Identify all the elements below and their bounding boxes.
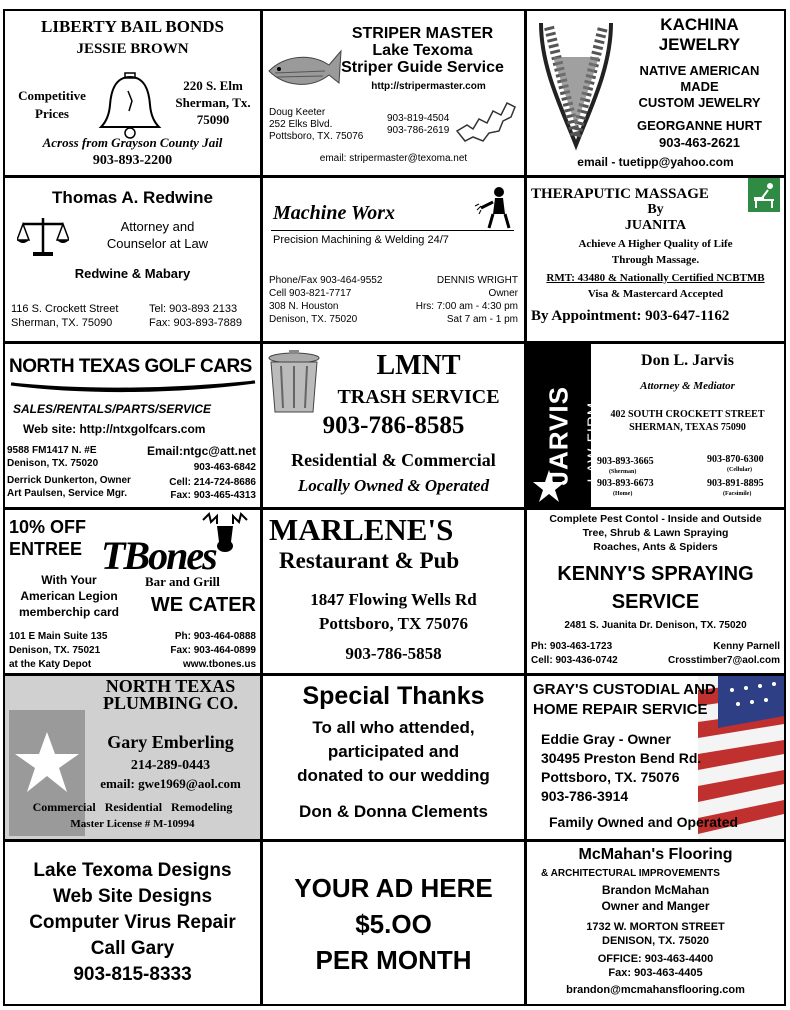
address-line: Denison, TX. 75020	[7, 458, 99, 469]
tbones-logo: TBones	[101, 533, 216, 578]
ad-certification: RMT: 43480 & Nationally Certified NCBTMB	[546, 272, 765, 284]
ad-website: Web site: http://ntxgolfcars.com	[23, 422, 206, 436]
logo-subtext: LAW FIRM	[584, 401, 602, 483]
service-line: Tree, Shrub & Lawn Spraying	[582, 527, 729, 539]
ad-services	[527, 512, 784, 554]
tagline-line: Prices	[35, 106, 69, 121]
description-line: NATIVE AMERICAN	[639, 63, 760, 78]
fax-line: Fax: 903-463-4405	[608, 967, 703, 979]
address-line: 1732 W. MORTON STREET	[586, 921, 725, 933]
title-line: GRAY'S CUSTODIAL AND	[533, 681, 716, 698]
ad-services: SALES/RENTALS/PARTS/SERVICE	[13, 402, 212, 416]
phone-line: Tel: 903-893 2133	[149, 303, 238, 315]
title-line: KENNY'S SPRAYING	[557, 563, 754, 585]
ad-name: JUANITA	[624, 218, 687, 233]
phone-line: 903-891-8895	[707, 478, 764, 489]
ad-phone: 903-463-2621	[659, 135, 740, 150]
ad-line: Lake Texoma Designs	[33, 860, 232, 881]
description-line: CUSTOM JEWELRY	[638, 95, 761, 110]
ad-title: Thomas A. Redwine	[52, 188, 213, 207]
ad-address	[527, 920, 784, 948]
ad-special-thanks	[261, 674, 526, 841]
discount-line: 10% OFF	[9, 517, 87, 537]
owner-name: DENNIS WRIGHT	[436, 275, 518, 286]
phone-line: Ph: 903-464-0888	[174, 631, 256, 642]
ad-name: JESSIE BROWN	[76, 41, 189, 57]
ad-address	[165, 77, 261, 128]
address-line: 1847 Flowing Wells Rd	[310, 590, 477, 609]
ad-address	[263, 588, 524, 636]
cell-line: Cell 903-821-7717	[269, 288, 352, 299]
hours-line: Hrs: 7:00 am - 4:30 pm	[415, 301, 518, 312]
ad-payment: Visa & Mastercard Accepted	[587, 288, 724, 300]
phone-label: (Sherman)	[609, 469, 637, 475]
description-line: Through Massage.	[611, 254, 700, 266]
ad-plumbing	[3, 674, 262, 841]
ad-lines	[5, 858, 260, 988]
ad-appointment: By Appointment: 903-647-1162	[531, 308, 730, 324]
title-line: NORTH TEXAS	[105, 676, 236, 696]
ad-owner-hours	[416, 274, 518, 326]
ad-address	[591, 408, 784, 434]
ad-email: Email:ntgc@att.net	[146, 444, 256, 458]
phone-line: 903-870-6300	[707, 454, 764, 465]
ad-email: email: stripermaster@texoma.net	[319, 153, 468, 164]
ad-role: Attorney & Mediator	[640, 380, 735, 392]
ad-address	[9, 630, 107, 672]
ad-phones-right	[707, 454, 764, 500]
ad-golf-cars	[3, 342, 262, 509]
ad-name: Gary Emberling	[107, 732, 234, 752]
ad-subtitle: Restaurant & Pub	[279, 548, 460, 573]
contact-line: 252 Elks Blvd.	[269, 119, 333, 130]
phone-line: Ph: 903-463-1723	[531, 641, 613, 652]
ad-contact	[269, 107, 363, 143]
address-line: 402 SOUTH CROCKETT STREET	[610, 409, 765, 420]
ad-name: GEORGANNE HURT	[637, 118, 762, 133]
ad-marlenes	[261, 508, 526, 675]
welder-icon	[473, 184, 519, 230]
ad-location: Across from Grayson County Jail	[42, 135, 223, 150]
ad-title	[527, 560, 784, 616]
ad-phone: 903-893-2200	[92, 153, 173, 168]
ad-line: Web Site Designs	[52, 886, 213, 907]
ad-title: LMNT	[376, 350, 461, 381]
address-line: 308 N. Houston	[269, 301, 339, 312]
ad-address	[11, 302, 118, 330]
ad-title: JEWELRY	[658, 35, 741, 54]
lake-map-icon	[453, 91, 519, 147]
ad-license: Master License # M-10994	[70, 818, 195, 830]
address-line: Denison, TX. 75021	[9, 645, 101, 656]
ad-services: Commercial Residential Remodeling	[32, 800, 233, 814]
ad-description	[619, 63, 780, 111]
phone-line: Phone/Fax 903-464-9552	[269, 275, 383, 286]
ad-subtitle: Striper Guide Service	[341, 59, 504, 76]
address-line: 75090	[196, 112, 230, 127]
phone-label: (Facsimile)	[723, 491, 752, 497]
ad-subtitle: Lake Texoma	[372, 42, 473, 59]
ad-phone: 214-289-0443	[130, 758, 211, 773]
ad-contacts	[7, 474, 131, 500]
ad-contact	[619, 117, 780, 151]
description-line: MADE	[680, 79, 719, 94]
phone-line: 903-819-4504	[387, 113, 450, 124]
ad-website: http://stripermaster.com	[371, 81, 486, 92]
ad-title	[533, 680, 716, 720]
ad-name: Kenny Parnell	[713, 641, 780, 652]
contact-line: Pottsboro, TX. 75076	[269, 131, 364, 142]
ad-heading	[619, 15, 780, 55]
ad-contact	[269, 274, 382, 326]
ad-phone: 903-786-3914	[541, 788, 629, 804]
address-line: SHERMAN, TEXAS 75090	[629, 422, 746, 433]
ad-subtitle: TRASH SERVICE	[337, 386, 500, 408]
ad-email: brandon@mcmahansflooring.com	[566, 984, 745, 996]
description-line: Achieve A Higher Quality of Life	[578, 238, 733, 250]
role-line: Attorney and	[120, 219, 195, 234]
ad-kachina-jewelry	[525, 9, 786, 177]
ad-address	[7, 444, 98, 470]
ad-email: email - tuetipp@yahoo.com	[577, 155, 734, 169]
fax-line: Fax: 903-893-7889	[149, 317, 242, 329]
message-line: donated to our wedding	[297, 766, 490, 785]
ad-phones	[149, 302, 242, 330]
ad-title: Machine Worx	[273, 202, 396, 224]
address-line: 220 S. Elm	[183, 78, 243, 93]
ad-contact	[170, 630, 256, 672]
ad-phones-left	[597, 456, 654, 500]
ad-title: STRIPER MASTER	[351, 25, 494, 42]
ad-massage	[525, 176, 786, 343]
fax-line: Fax: 903-464-0899	[170, 645, 256, 656]
tagline-line: Competitive	[18, 88, 86, 103]
address-line: 30495 Preston Bend Rd.	[541, 750, 702, 766]
offer-line: memberchip card	[18, 605, 120, 619]
discount-line: ENTREE	[9, 539, 83, 559]
ad-email: Crosstimber7@aol.com	[667, 655, 780, 666]
ad-phone: 903-463-6842	[193, 462, 256, 473]
address-line: Sherman, TX. 75090	[11, 317, 113, 329]
ad-name: Eddie Gray - Owner	[541, 731, 671, 747]
hours-line: Sat 7 am - 1 pm	[446, 314, 518, 325]
ad-discount	[9, 516, 86, 560]
ad-title: LIBERTY BAIL BONDS	[41, 17, 224, 36]
ad-phones	[527, 952, 784, 980]
phone-label: (Cellular)	[727, 467, 752, 473]
title-line: PLUMBING CO.	[103, 693, 238, 713]
address-line: Denison, TX. 75020	[269, 314, 358, 325]
website-line: www.tbones.us	[183, 659, 256, 670]
ad-name: Don L. Jarvis	[641, 352, 734, 369]
ad-tagline	[11, 87, 93, 123]
ad-grays-custodial	[525, 674, 786, 841]
fax-line: Fax: 903-465-4313	[170, 490, 256, 501]
message-line: participated and	[327, 742, 460, 761]
message-line: To all who attended,	[312, 718, 475, 737]
swoosh-icon	[9, 380, 257, 396]
ad-cell-fax	[169, 476, 256, 502]
ad-firm: Redwine & Mabary	[74, 266, 191, 281]
ad-phones	[531, 640, 618, 668]
contact-line: Art Paulsen, Service Mgr.	[7, 488, 128, 499]
ad-machine-worx	[261, 176, 526, 343]
ad-tbones	[3, 508, 262, 675]
ad-address: 2481 S. Juanita Dr. Denison, TX. 75020	[564, 620, 747, 631]
ad-line: Call Gary	[90, 938, 175, 959]
ad-line: PER MONTH	[315, 945, 472, 975]
ad-contact	[668, 640, 780, 668]
ad-name: Brandon McMahan	[601, 883, 710, 897]
ad-kennys-spraying	[525, 508, 786, 675]
ad-price: $5.OO	[355, 909, 432, 939]
ad-striper-master	[261, 9, 526, 177]
address-line: Pottsboro, TX 75076	[318, 614, 469, 633]
ad-phone: 903-815-8333	[73, 964, 192, 985]
scales-of-justice-icon	[17, 214, 69, 258]
address-line: DENISON, TX. 75020	[602, 935, 709, 947]
cell-line: Cell: 214-724-8686	[169, 477, 256, 488]
ad-title: MARLENE'S	[269, 512, 454, 547]
ad-title: KACHINA	[660, 15, 739, 34]
ad-heading	[329, 25, 516, 76]
phone-line: OFFICE: 903-463-4400	[597, 953, 714, 965]
address-line: 9588 FM1417 N. #E	[7, 445, 97, 456]
phone-line: 903-893-6673	[597, 478, 654, 489]
ad-title	[81, 678, 260, 712]
ad-lmnt-trash	[261, 342, 526, 509]
phone-line: 903-786-2619	[387, 125, 450, 136]
phone-line: 903-893-3665	[597, 456, 654, 467]
ad-lines	[263, 870, 524, 978]
ad-message	[263, 716, 524, 788]
title-line: SERVICE	[611, 591, 700, 613]
contact-line: Derrick Dunkerton, Owner	[7, 475, 131, 486]
offer-line: With Your	[41, 573, 97, 587]
address-line: Sherman, Tx.	[175, 95, 251, 110]
ad-names: Don & Donna Clements	[299, 802, 488, 821]
ad-redwine-attorney	[3, 176, 262, 343]
ad-jarvis-law	[525, 342, 786, 509]
ad-line: YOUR AD HERE	[294, 873, 493, 903]
ad-role	[65, 218, 250, 252]
address-line: 101 E Main Suite 135	[9, 631, 108, 642]
logo-text: JARVIS	[543, 386, 574, 486]
ad-title: McMahan's Flooring	[578, 846, 733, 863]
by-label: By	[647, 202, 664, 217]
service-line: Complete Pest Contol - Inside and Outside	[549, 513, 762, 525]
ad-phone: 903-786-8585	[322, 412, 465, 439]
ad-subtitle: Precision Machining & Welding 24/7	[273, 234, 449, 246]
ad-title: Special Thanks	[302, 682, 485, 710]
ad-phones	[387, 113, 449, 137]
liberty-bell-icon	[95, 71, 165, 141]
star-icon	[531, 468, 567, 504]
ad-offer	[5, 572, 133, 620]
phone-label: (Home)	[613, 491, 633, 497]
jarvis-logo	[527, 344, 602, 509]
ad-line: Locally Owned & Operated	[297, 476, 490, 495]
tbones-logo-sub: Bar and Grill	[145, 574, 220, 589]
title-divider	[271, 230, 514, 231]
ad-liberty-bail-bonds	[3, 9, 262, 177]
ad-title: THERAPUTIC MASSAGE	[531, 186, 709, 202]
ad-contact	[541, 730, 701, 806]
ad-line: Computer Virus Repair	[29, 912, 236, 933]
address-line: at the Katy Depot	[9, 659, 92, 670]
ad-role: Owner and Manger	[601, 899, 710, 913]
ad-line: Residential & Commercial	[291, 450, 496, 470]
ad-tagline: Family Owned and Operated	[549, 814, 739, 830]
ad-byline	[527, 202, 784, 234]
title-line: HOME REPAIR SERVICE	[533, 701, 708, 718]
necklace-icon	[531, 17, 621, 157]
ad-subtitle: & ARCHITECTURAL IMPROVEMENTS	[541, 868, 720, 879]
cell-line: Cell: 903-436-0742	[531, 655, 618, 666]
ad-grid	[4, 10, 786, 1006]
ad-cater: WE CATER	[150, 594, 256, 616]
contact-line: Doug Keeter	[269, 107, 326, 118]
ad-your-ad-here	[261, 840, 526, 1006]
ad-title: NORTH TEXAS GOLF CARS	[9, 356, 252, 377]
role-line: Counselor at Law	[106, 236, 209, 251]
ad-phone: 903-786-5858	[345, 644, 442, 663]
ad-owner	[527, 882, 784, 914]
owner-label: Owner	[488, 288, 518, 299]
ad-mcmahans-flooring	[525, 840, 786, 1006]
service-line: Roaches, Ants & Spiders	[593, 541, 718, 553]
address-line: 116 S. Crockett Street	[11, 303, 119, 315]
ad-lake-texoma-designs	[3, 840, 262, 1006]
address-line: Pottsboro, TX. 75076	[541, 769, 680, 785]
ad-description	[527, 236, 784, 268]
offer-line: American Legion	[20, 589, 118, 603]
ad-email: email: gwe1969@aol.com	[100, 776, 241, 791]
